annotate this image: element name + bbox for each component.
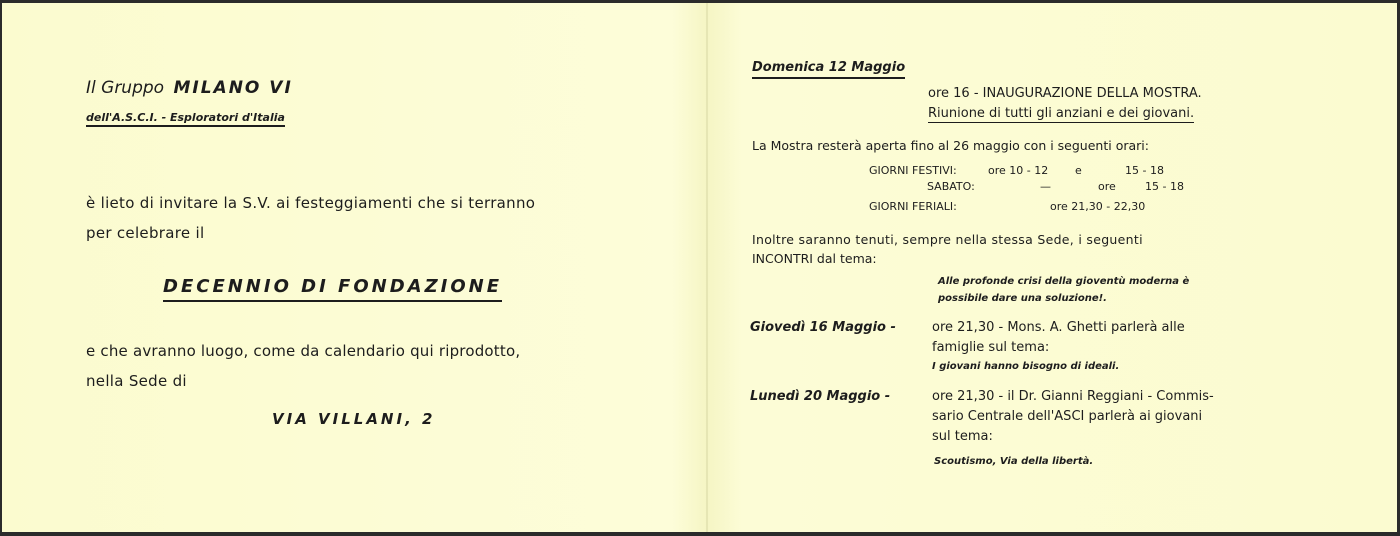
card-border-bottom xyxy=(0,532,1400,536)
hours-sabato-time2: 15 - 18 xyxy=(1145,180,1184,193)
meetings-line-1: Inoltre saranno tenuti, sempre nella stessa Sede, i seguenti xyxy=(752,232,1143,247)
hours-sabato-sep: ore xyxy=(1098,180,1116,193)
inauguration-line-2: Riunione di tutti gli anziani e dei giovani. xyxy=(928,106,1195,121)
event2-line-3: sul tema: xyxy=(932,429,993,444)
event-title: DECENNIO DI FONDAZIONE xyxy=(163,276,502,302)
event1-theme: I giovani hanno bisogno di ideali. xyxy=(932,361,1120,372)
hours-festivi-sep: e xyxy=(1075,164,1082,177)
group-prefix: Il Gruppo xyxy=(86,78,165,98)
hours-festivi-label: GIORNI FESTIVI: xyxy=(869,164,957,177)
inauguration-line-1: ore 16 - INAUGURAZIONE DELLA MOSTRA. xyxy=(928,86,1202,101)
group-name: MILANO VI xyxy=(173,78,293,98)
date-heading: Domenica 12 Maggio xyxy=(752,60,905,79)
event2-line-1: ore 21,30 - il Dr. Gianni Reggiani - Commis- xyxy=(932,389,1214,404)
place-line-1: e che avranno luogo, come da calendario qui riprodotto, xyxy=(86,342,521,360)
event1-date: Giovedì 16 Maggio - xyxy=(750,320,896,335)
card-border-left xyxy=(0,0,2,536)
hours-feriali-time1: ore 21,30 - 22,30 xyxy=(1050,200,1146,213)
association-line: dell'A.S.C.I. - Esploratori d'Italia xyxy=(86,111,285,127)
event2-date: Lunedì 20 Maggio - xyxy=(750,389,891,404)
event1-line-1: ore 21,30 - Mons. A. Ghetti parlerà alle xyxy=(932,320,1185,335)
hours-festivi-time2: 15 - 18 xyxy=(1125,164,1164,177)
event2-line-2: sario Centrale dell'ASCI parlerà ai giovani xyxy=(932,409,1203,424)
hours-sabato-time1: — xyxy=(1040,180,1051,193)
group-heading xyxy=(86,78,293,98)
hours-sabato-label: SABATO: xyxy=(927,180,975,193)
center-fold xyxy=(706,0,708,536)
theme-line-2: possibile dare una soluzione!. xyxy=(938,293,1107,304)
meetings-line-2: INCONTRI dal tema: xyxy=(752,251,877,266)
theme-line-1: Alle profonde crisi della gioventù moderna è xyxy=(938,276,1190,287)
event1-line-2: famiglie sul tema: xyxy=(932,340,1050,355)
exhibit-line: La Mostra resterà aperta fino al 26 maggio con i seguenti orari: xyxy=(752,138,1149,153)
hours-festivi-time1: ore 10 - 12 xyxy=(988,164,1049,177)
hours-feriali-label: GIORNI FERIALI: xyxy=(869,200,957,213)
invite-line-2: per celebrare il xyxy=(86,224,205,242)
invite-line-1: è lieto di invitare la S.V. ai festeggiamenti che si terranno xyxy=(86,194,536,212)
event2-theme: Scoutismo, Via della libertà. xyxy=(934,456,1094,467)
place-line-2: nella Sede di xyxy=(86,372,187,390)
address: VIA VILLANI, 2 xyxy=(272,410,436,428)
card-border-top xyxy=(0,0,1400,3)
